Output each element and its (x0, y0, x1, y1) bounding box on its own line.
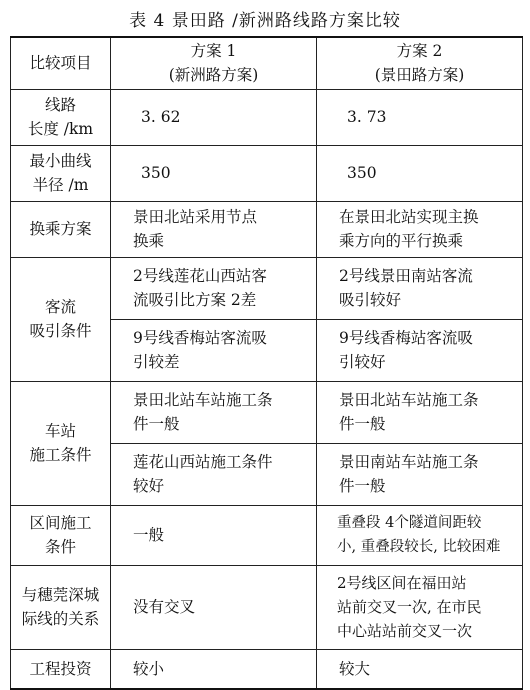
table-row (11, 201, 523, 257)
row-label-line: 客流 (44, 298, 76, 316)
row-label-line: 际线的关系 (21, 610, 100, 628)
cell-line: 件一般 (133, 415, 180, 433)
cell-line: 较好 (133, 477, 165, 495)
table-row (11, 257, 523, 319)
row-label-line: 吸引条件 (29, 322, 92, 340)
cell-line: 换乘 (133, 232, 165, 250)
header-plan1 (111, 37, 317, 89)
plan1-value (111, 381, 317, 443)
row-label-line: 条件 (44, 538, 76, 556)
row-label (11, 145, 111, 201)
plan2-value (317, 443, 523, 505)
row-label-line: 车站 (44, 422, 76, 440)
plan2-value: 3. 73 (317, 89, 523, 145)
plan2-value (317, 319, 523, 381)
row-label-line: 区间施工 (29, 514, 92, 532)
cell-line: 乘方向的平行换乘 (339, 232, 464, 250)
row-label-line: 施工条件 (29, 446, 92, 464)
table-row (11, 381, 523, 443)
cell-line: 莲花山西站施工条件 (133, 453, 273, 471)
cell-line: 引较差 (133, 353, 180, 371)
row-label-line: 最小曲线 (29, 152, 92, 170)
table-row (11, 145, 523, 201)
row-label-line: 线路 (44, 96, 76, 114)
comparison-table (10, 36, 523, 690)
cell-line: 景田北站车站施工条 (339, 391, 479, 409)
table-row (11, 89, 523, 145)
cell-line: 在景田北站实现主换 (339, 208, 479, 226)
plan1-value: 没有交叉 (111, 565, 317, 649)
plan2-value (317, 381, 523, 443)
cell-line: 站前交叉一次, 在市民 (337, 598, 482, 616)
header-plan2-subtitle: (景田路方案) (374, 66, 465, 85)
cell-line: 9号线香梅站客流吸 (133, 329, 267, 347)
plan2-value (317, 257, 523, 319)
cell-line: 重叠段 4个隧道间距较 (337, 515, 482, 531)
table-header-row (11, 37, 523, 89)
header-item: 比较项目 (11, 37, 111, 89)
table-row (11, 565, 523, 649)
row-label-line: 半径 /m (32, 176, 89, 194)
row-label: 换乘方案 (11, 201, 111, 257)
plan2-value (317, 565, 523, 649)
header-plan2-title: 方案 2 (396, 42, 443, 61)
plan1-value: 较小 (111, 649, 317, 689)
cell-line: 景田南站车站施工条 (339, 453, 479, 471)
row-label (11, 565, 111, 649)
row-label (11, 89, 111, 145)
cell-line: 9号线香梅站客流吸 (339, 329, 473, 347)
plan1-value (111, 201, 317, 257)
plan2-value (317, 505, 523, 565)
plan1-value (111, 257, 317, 319)
cell-line: 2号线景田南站客流 (339, 267, 473, 285)
row-label: 工程投资 (11, 649, 111, 689)
cell-line: 件一般 (339, 415, 386, 433)
plan1-value: 一般 (111, 505, 317, 565)
cell-line: 2号线莲花山西站客 (133, 267, 267, 285)
cell-line: 引较好 (339, 353, 386, 371)
cell-line: 小, 重叠段较长, 比较困难 (337, 539, 501, 555)
table-row (11, 505, 523, 565)
cell-line: 景田北站采用节点 (133, 208, 258, 226)
plan1-value (111, 319, 317, 381)
cell-line: 2号线区间在福田站 (337, 574, 467, 592)
plan2-value: 较大 (317, 649, 523, 689)
cell-line: 流吸引比方案 2差 (133, 291, 257, 309)
row-label-line: 与穗莞深城 (21, 586, 100, 604)
plan1-value: 3. 62 (111, 89, 317, 145)
table-row (11, 649, 523, 689)
plan2-value: 350 (317, 145, 523, 201)
plan1-value: 350 (111, 145, 317, 201)
header-plan1-subtitle: (新洲路方案) (168, 66, 259, 85)
plan2-value (317, 201, 523, 257)
cell-line: 件一般 (339, 477, 386, 495)
header-plan1-title: 方案 1 (190, 42, 237, 61)
cell-line: 吸引较好 (339, 291, 402, 309)
row-label (11, 505, 111, 565)
row-label (11, 257, 111, 381)
row-label-line: 长度 /km (27, 120, 94, 138)
plan1-value (111, 443, 317, 505)
cell-line: 中心站站前交叉一次 (337, 622, 473, 640)
table-title: 表 4 景田路 /新洲路线路方案比较 (129, 11, 401, 31)
cell-line: 景田北站车站施工条 (133, 391, 273, 409)
row-label (11, 381, 111, 505)
header-plan2 (317, 37, 523, 89)
